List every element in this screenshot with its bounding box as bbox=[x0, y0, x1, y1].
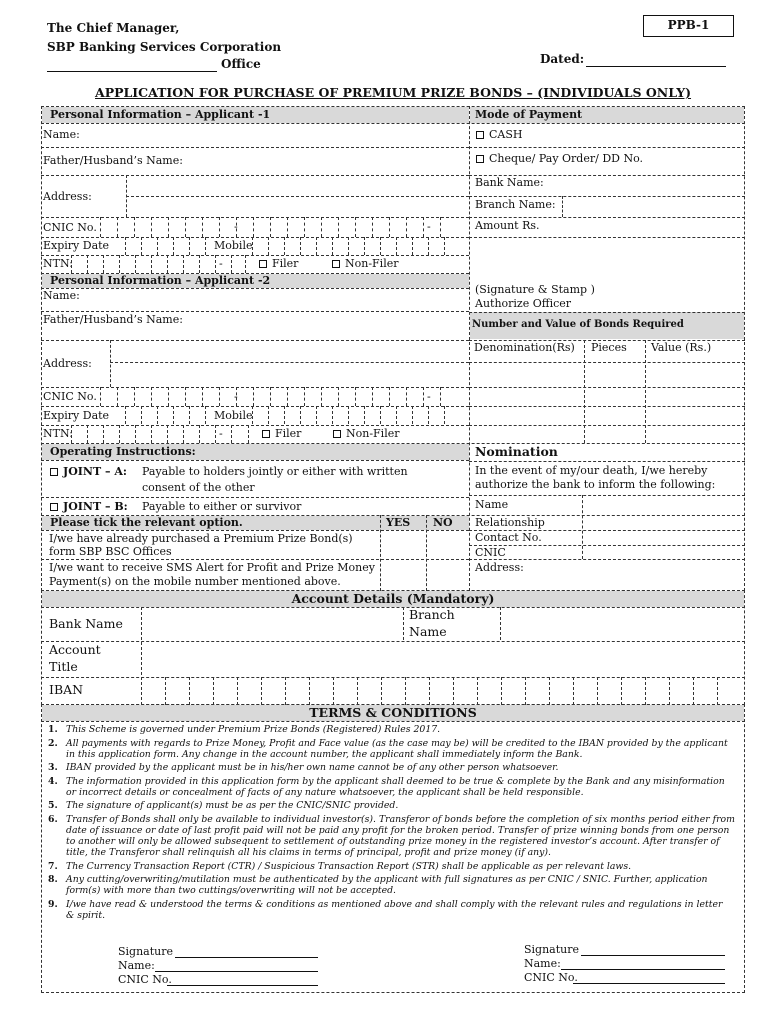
digit-box-divider bbox=[252, 406, 253, 424]
separator-dash: - bbox=[219, 427, 223, 440]
separator-dash: - bbox=[219, 257, 223, 270]
digit-box-divider bbox=[309, 677, 310, 705]
term-text: to another will only be allowed subsequent to settlement of outstanding prize money in the registered investor’s account. After transfer of bbox=[66, 836, 720, 847]
checkbox-icon[interactable] bbox=[259, 260, 267, 268]
checkbox-icon[interactable] bbox=[50, 468, 58, 476]
digit-box-divider bbox=[135, 425, 136, 443]
digit-box-divider bbox=[100, 217, 101, 237]
office-label: Office bbox=[221, 57, 261, 71]
term-text: title, the Transferor shall relinquish all his claims in terms of principal, profit and prize money (if any). bbox=[66, 847, 551, 858]
digit-box-divider bbox=[444, 406, 445, 424]
term-item bbox=[48, 814, 738, 858]
digit-box-divider bbox=[205, 237, 206, 255]
digit-box-divider bbox=[364, 406, 365, 424]
digit-box-divider bbox=[185, 217, 186, 237]
term-text: I/we have read & understood the terms & conditions as mentioned above and shall comply with the relevant rules and regulations in letter bbox=[66, 898, 723, 910]
digit-box-divider bbox=[189, 406, 190, 424]
digit-box-divider bbox=[253, 217, 254, 237]
term-item bbox=[48, 724, 738, 735]
digit-box-divider bbox=[423, 217, 424, 237]
digit-box-divider bbox=[717, 677, 718, 705]
digit-box-divider bbox=[173, 237, 174, 255]
signature-label-2: Signature bbox=[524, 943, 580, 956]
term-number: 7. bbox=[48, 860, 58, 872]
checkbox-icon[interactable] bbox=[476, 131, 484, 139]
branch-name-input[interactable] bbox=[501, 608, 744, 640]
option2-text-2: Payment(s) on the mobile number mentioned above. bbox=[49, 575, 341, 588]
option1-no-cell[interactable] bbox=[427, 531, 469, 559]
no-header: NO bbox=[433, 516, 453, 529]
digit-box-divider bbox=[440, 217, 441, 237]
applicant2-father-label: Father/Husband’s Name: bbox=[43, 313, 183, 326]
signature-label-1: Signature bbox=[118, 945, 174, 958]
option2-text: I/we want to receive SMS Alert for Profit and Prize Money bbox=[49, 561, 375, 574]
digit-box-divider bbox=[597, 677, 598, 705]
checkbox-icon[interactable] bbox=[476, 155, 484, 163]
digit-box-divider bbox=[100, 387, 101, 406]
term-item bbox=[48, 874, 738, 896]
cheque-option[interactable]: Cheque/ Pay Order/ DD No. bbox=[476, 153, 643, 164]
term-item bbox=[48, 899, 738, 921]
digit-box-divider bbox=[219, 217, 220, 237]
digit-box-divider bbox=[165, 677, 166, 705]
digit-box-divider bbox=[428, 406, 429, 424]
office-input-line[interactable] bbox=[47, 71, 217, 72]
applicant2-cnic-label: CNIC No. bbox=[43, 390, 97, 403]
term-number: 8. bbox=[48, 874, 58, 886]
term-number: 4. bbox=[48, 775, 58, 787]
signature-line-1[interactable] bbox=[175, 957, 318, 958]
bonds-heading: Number and Value of Bonds Required bbox=[472, 319, 684, 330]
checkbox-icon[interactable] bbox=[50, 503, 58, 511]
applicant2-mobile-label: Mobile bbox=[214, 409, 253, 422]
term-text: & spirit. bbox=[66, 909, 106, 921]
digit-box-divider bbox=[338, 387, 339, 406]
applicant1-expiry-label: Expiry Date bbox=[43, 239, 110, 252]
digit-box-divider bbox=[300, 237, 301, 255]
digit-box-divider bbox=[157, 237, 158, 255]
digit-box-divider bbox=[248, 425, 249, 443]
digit-box-divider bbox=[167, 425, 168, 443]
digit-box-divider bbox=[135, 255, 136, 273]
digit-box-divider bbox=[237, 677, 238, 705]
digit-box-divider bbox=[189, 677, 190, 705]
nomination-heading: Nomination bbox=[475, 444, 558, 459]
digit-box-divider bbox=[119, 255, 120, 273]
separator-dash: - bbox=[234, 220, 238, 233]
iban-label: IBAN bbox=[49, 682, 84, 697]
applicant2-expiry-label: Expiry Date bbox=[43, 409, 110, 422]
digit-box-divider bbox=[268, 237, 269, 255]
applicant1-cnic-label: CNIC No. bbox=[43, 221, 97, 234]
digit-box-divider bbox=[372, 217, 373, 237]
applicant1-ntn-label: NTN: bbox=[43, 257, 73, 270]
operating-heading: Operating Instructions: bbox=[50, 445, 196, 458]
cash-option[interactable]: CASH bbox=[476, 129, 523, 140]
digit-box-divider bbox=[151, 387, 152, 406]
digit-box-divider bbox=[287, 217, 288, 237]
digit-box-divider bbox=[103, 425, 104, 443]
term-number: 2. bbox=[48, 737, 58, 749]
joint-a-text-2: consent of the other bbox=[142, 481, 255, 494]
digit-box-divider bbox=[645, 677, 646, 705]
digit-box-divider bbox=[245, 255, 246, 273]
signature-stamp-label: (Signature & Stamp ) bbox=[475, 283, 595, 296]
digit-box-divider bbox=[117, 217, 118, 237]
digit-box-divider bbox=[215, 255, 216, 273]
payment-heading: Mode of Payment bbox=[475, 108, 583, 121]
option2-no-cell[interactable] bbox=[427, 560, 469, 590]
name-label-2: Name: bbox=[524, 957, 561, 970]
digit-box-divider bbox=[405, 677, 406, 705]
digit-box-divider bbox=[141, 406, 142, 424]
separator-dash: - bbox=[427, 220, 431, 233]
digit-box-divider bbox=[389, 387, 390, 406]
digit-box-divider bbox=[215, 425, 216, 443]
account-title-label: Account bbox=[49, 642, 101, 657]
digit-box-divider bbox=[396, 237, 397, 255]
digit-box-divider bbox=[380, 406, 381, 424]
term-text: The information provided in this application form by the applicant shall deemed to be true & complete by the Bank and any misinformation bbox=[66, 775, 725, 787]
digit-box-divider bbox=[453, 677, 454, 705]
term-item bbox=[48, 776, 738, 798]
account-heading: Account Details (Mandatory) bbox=[291, 591, 495, 606]
term-number: 9. bbox=[48, 898, 58, 910]
digit-box-divider bbox=[357, 677, 358, 705]
nomination-text: In the event of my/our death, I/we hereby bbox=[475, 464, 708, 477]
yes-header: YES bbox=[386, 516, 411, 529]
digit-box-divider bbox=[372, 387, 373, 406]
nomination-text-2: authorize the bank to inform the following: bbox=[475, 478, 716, 491]
digit-box-divider bbox=[202, 387, 203, 406]
terms-heading: TERMS & CONDITIONS bbox=[309, 705, 477, 720]
signature-line-2[interactable] bbox=[581, 955, 725, 956]
applicant1-name-label: Name: bbox=[43, 128, 80, 141]
digit-box-divider bbox=[168, 387, 169, 406]
digit-box-divider bbox=[173, 406, 174, 424]
digit-box-divider bbox=[429, 677, 430, 705]
digit-box-divider bbox=[119, 425, 120, 443]
digit-box-divider bbox=[231, 425, 232, 443]
term-item bbox=[48, 762, 738, 773]
term-text: form(s) with more than two cuttings/overwriting will not be accepted. bbox=[66, 885, 396, 897]
digit-box-divider bbox=[321, 387, 322, 406]
addressee: The Chief Manager, bbox=[47, 21, 180, 35]
term-text: Any cutting/overwriting/mutilation must be authenticated by the applicant with full signatures as per CNIC / SNIC. Further, application bbox=[66, 874, 708, 886]
term-number: 1. bbox=[48, 724, 58, 735]
option1-text: I/we have already purchased a Premium Prize Bond(s) bbox=[49, 532, 353, 545]
digit-box-divider bbox=[168, 217, 169, 237]
digit-box-divider bbox=[134, 217, 135, 237]
option1-yes-cell[interactable] bbox=[381, 531, 426, 559]
applicant2-address-label: Address: bbox=[43, 357, 92, 370]
digit-box-divider bbox=[477, 677, 478, 705]
digit-box-divider bbox=[219, 387, 220, 406]
digit-box-divider bbox=[573, 677, 574, 705]
digit-box-divider bbox=[355, 217, 356, 237]
term-number: 5. bbox=[48, 800, 58, 812]
applicant2-ntn-label: NTN: bbox=[43, 427, 73, 440]
digit-box-divider bbox=[333, 677, 334, 705]
account-title-label-2: Title bbox=[49, 659, 78, 674]
digit-box-divider bbox=[183, 425, 184, 443]
dated-label: Dated: bbox=[540, 52, 585, 66]
separator-dash: - bbox=[234, 390, 238, 403]
digit-box-divider bbox=[253, 387, 254, 406]
digit-box-divider bbox=[348, 237, 349, 255]
date-input-line[interactable] bbox=[586, 66, 726, 67]
digit-box-divider bbox=[412, 406, 413, 424]
form-code: PPB-1 bbox=[643, 15, 734, 37]
digit-box-divider bbox=[364, 237, 365, 255]
term-number: 6. bbox=[48, 814, 58, 825]
term-item bbox=[48, 800, 738, 811]
digit-box-divider bbox=[157, 406, 158, 424]
digit-box-divider bbox=[284, 237, 285, 255]
cnic-line-2[interactable] bbox=[573, 983, 725, 984]
joint-b-option[interactable]: JOINT – B: bbox=[50, 501, 128, 512]
joint-a-text: Payable to holders jointly or either with written bbox=[142, 465, 408, 478]
digit-box-divider bbox=[381, 677, 382, 705]
digit-box-divider bbox=[284, 406, 285, 424]
digit-box-divider bbox=[87, 255, 88, 273]
digit-box-divider bbox=[287, 387, 288, 406]
options-heading: Please tick the relevant option. bbox=[50, 516, 243, 529]
term-text: Transfer of Bonds shall only be available to individual investor(s). Transferor of bonds before the completion of six months period either from bbox=[66, 814, 735, 825]
digit-box-divider bbox=[270, 387, 271, 406]
form-title: APPLICATION FOR PURCHASE OF PREMIUM PRIZE BONDS – (INDIVIDUALS ONLY) bbox=[95, 85, 692, 100]
option1-text-2: form SBP BSC Offices bbox=[49, 545, 172, 558]
checkbox-icon[interactable] bbox=[332, 260, 340, 268]
term-text: in this application form. Any change in the account number, the applicant shall immediately inform the Bank. bbox=[66, 748, 583, 760]
digit-box-divider bbox=[252, 237, 253, 255]
term-item bbox=[48, 861, 738, 872]
digit-box-divider bbox=[406, 217, 407, 237]
digit-box-divider bbox=[151, 217, 152, 237]
digit-box-divider bbox=[270, 217, 271, 237]
name-line-2[interactable] bbox=[561, 969, 725, 970]
applicant2-heading: Personal Information – Applicant -2 bbox=[50, 274, 271, 287]
applicant1-heading: Personal Information – Applicant -1 bbox=[50, 108, 271, 121]
digit-box-divider bbox=[202, 217, 203, 237]
digit-box-divider bbox=[316, 237, 317, 255]
account-branch-label: Branch bbox=[409, 607, 455, 622]
term-text: The Currency Transaction Report (CTR) / Suspicious Transaction Report (STR) shall be applicable as per relevant laws. bbox=[66, 860, 632, 872]
digit-box-divider bbox=[117, 387, 118, 406]
digit-box-divider bbox=[406, 387, 407, 406]
bank-name-label: Bank Name: bbox=[475, 176, 544, 189]
digit-box-divider bbox=[285, 677, 286, 705]
name-line-1[interactable] bbox=[155, 971, 318, 972]
applicant1-nonfiler-option[interactable]: Non-Filer bbox=[332, 258, 399, 269]
digit-box-divider bbox=[525, 677, 526, 705]
digit-box-divider bbox=[151, 425, 152, 443]
digit-box-divider bbox=[338, 217, 339, 237]
digit-box-divider bbox=[380, 237, 381, 255]
nominee-address-label: Address: bbox=[475, 561, 524, 574]
cnic-line-1[interactable] bbox=[167, 985, 318, 986]
digit-box-divider bbox=[332, 406, 333, 424]
contact-label: Contact No. bbox=[475, 531, 542, 544]
digit-box-divider bbox=[304, 387, 305, 406]
joint-a-option[interactable]: JOINT – A: bbox=[50, 466, 127, 477]
applicant1-address-label: Address: bbox=[43, 190, 92, 203]
digit-box-divider bbox=[669, 677, 670, 705]
digit-box-divider bbox=[205, 406, 206, 424]
applicant1-mobile-label: Mobile bbox=[214, 239, 253, 252]
term-text: The signature of applicant(s) must be as per the CNIC/SNIC provided. bbox=[66, 800, 399, 812]
term-text: or incorrect details or concealment of facts of any nature whatsoever, the applicant shall be held responsible. bbox=[66, 786, 584, 798]
digit-box-divider bbox=[332, 237, 333, 255]
digit-box-divider bbox=[261, 677, 262, 705]
digit-box-divider bbox=[355, 387, 356, 406]
term-text: IBAN provided by the applicant must be in his/her own name cannot be of any other person whatsoever. bbox=[66, 762, 559, 774]
term-number: 3. bbox=[48, 762, 58, 774]
bank-name-input[interactable] bbox=[142, 608, 402, 640]
digit-box-divider bbox=[103, 255, 104, 273]
checkbox-icon[interactable] bbox=[333, 430, 341, 438]
digit-box-divider bbox=[389, 217, 390, 237]
digit-box-divider bbox=[300, 406, 301, 424]
digit-box-divider bbox=[189, 237, 190, 255]
applicant2-filer-option[interactable]: Filer bbox=[262, 428, 301, 439]
digit-box-divider bbox=[125, 237, 126, 255]
term-text: This Scheme is governed under Premium Prize Bonds (Registered) Rules 2017. bbox=[66, 724, 441, 735]
cnic-label-2: CNIC No. bbox=[524, 971, 578, 984]
digit-box-divider bbox=[321, 217, 322, 237]
digit-box-divider bbox=[428, 237, 429, 255]
digit-box-divider bbox=[412, 237, 413, 255]
digit-box-divider bbox=[71, 255, 72, 273]
digit-box-divider bbox=[213, 677, 214, 705]
branch-name-label: Branch Name: bbox=[475, 198, 556, 211]
digit-box-divider bbox=[87, 425, 88, 443]
relationship-label: Relationship bbox=[475, 516, 545, 529]
applicant2-nonfiler-option[interactable]: Non-Filer bbox=[333, 428, 400, 439]
digit-box-divider bbox=[134, 387, 135, 406]
digit-box-divider bbox=[141, 237, 142, 255]
digit-box-divider bbox=[348, 406, 349, 424]
digit-box-divider bbox=[71, 425, 72, 443]
nominee-name-label: Name bbox=[475, 498, 509, 511]
account-title-input[interactable] bbox=[142, 642, 744, 677]
account-bank-name-label: Bank Name bbox=[49, 616, 123, 631]
denomination-header: Denomination(Rs) bbox=[474, 341, 575, 354]
cnic-label-1: CNIC No. bbox=[118, 973, 172, 986]
digit-box-divider bbox=[444, 237, 445, 255]
applicant1-father-label: Father/Husband’s Name: bbox=[43, 154, 183, 167]
value-header: Value (Rs.) bbox=[651, 341, 712, 354]
digit-box-divider bbox=[501, 677, 502, 705]
digit-box-divider bbox=[199, 255, 200, 273]
name-label-1: Name: bbox=[118, 959, 155, 972]
checkbox-icon[interactable] bbox=[262, 430, 270, 438]
digit-box-divider bbox=[185, 387, 186, 406]
digit-box-divider bbox=[423, 387, 424, 406]
digit-box-divider bbox=[268, 406, 269, 424]
authorize-officer-label: Authorize Officer bbox=[475, 297, 572, 310]
term-item bbox=[48, 738, 738, 760]
joint-b-text: Payable to either or survivor bbox=[142, 500, 302, 513]
digit-box-divider bbox=[304, 217, 305, 237]
term-text: All payments with regards to Prize Money, Profit and Face value (as the case may be) will be credited to the IBAN provided by the applicant bbox=[66, 737, 728, 749]
applicant2-name-label: Name: bbox=[43, 289, 80, 302]
digit-box-divider bbox=[183, 255, 184, 273]
pieces-header: Pieces bbox=[591, 341, 627, 354]
amount-label: Amount Rs. bbox=[475, 219, 540, 232]
company-name: SBP Banking Services Corporation bbox=[47, 40, 282, 54]
digit-box-divider bbox=[316, 406, 317, 424]
nominee-cnic-label: CNIC bbox=[475, 546, 506, 559]
digit-box-divider bbox=[125, 406, 126, 424]
column-divider bbox=[469, 106, 470, 591]
term-text: date of issuance or date of last profit paid will not be paid any profit for the broken period. Transfer of prize winning bonds from one person bbox=[66, 825, 730, 836]
digit-box-divider bbox=[231, 255, 232, 273]
separator-dash: - bbox=[427, 390, 431, 403]
account-branch-label-2: Name bbox=[409, 624, 447, 639]
digit-box-divider bbox=[199, 425, 200, 443]
applicant1-filer-option[interactable]: Filer bbox=[259, 258, 298, 269]
digit-box-divider bbox=[693, 677, 694, 705]
digit-box-divider bbox=[151, 255, 152, 273]
digit-box-divider bbox=[440, 387, 441, 406]
digit-box-divider bbox=[167, 255, 168, 273]
digit-box-divider bbox=[549, 677, 550, 705]
digit-box-divider bbox=[396, 406, 397, 424]
digit-box-divider bbox=[621, 677, 622, 705]
option2-yes-cell[interactable] bbox=[381, 560, 426, 590]
